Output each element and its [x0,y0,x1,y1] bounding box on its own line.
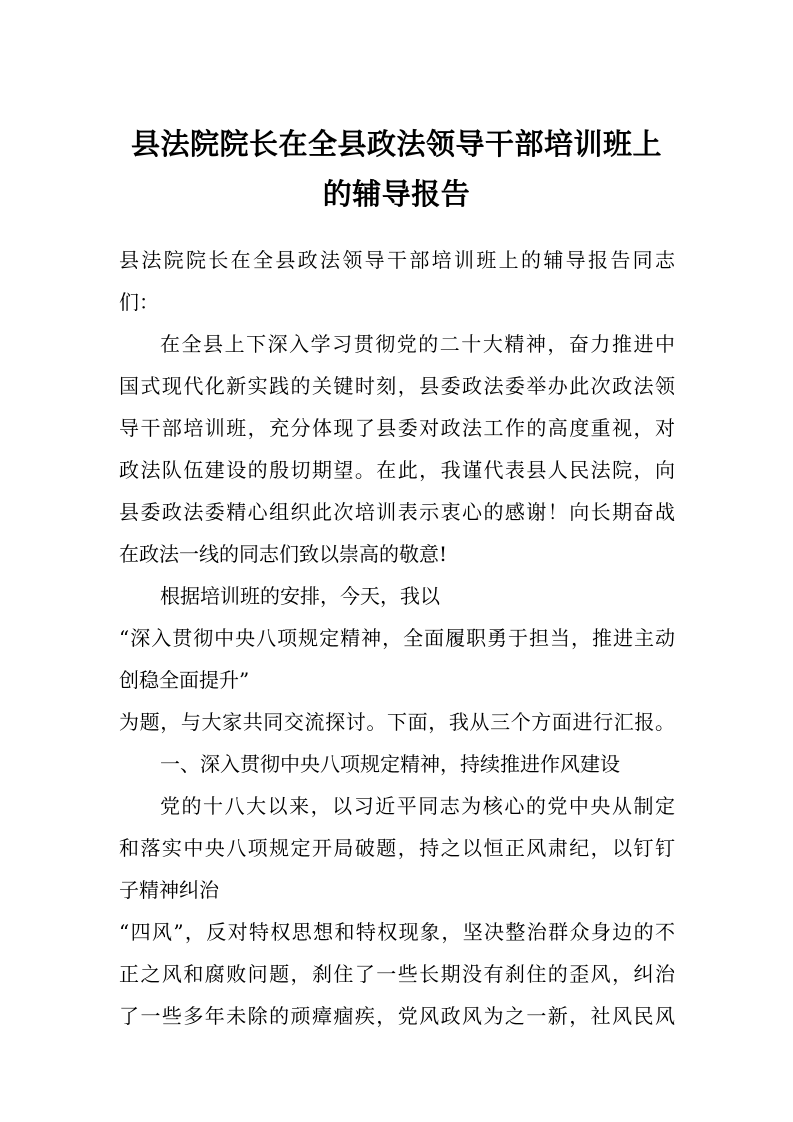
document-title-line-2: 的辅导报告 [322,177,471,211]
body-line: 子精神纠治 [119,878,219,902]
body-line: 创稳全面提升” [119,668,250,692]
body-line: “四风”，反对特权思想和特权现象，坚决整治群众身边的不 [119,920,675,944]
body-line: 在全县上下深入学习贯彻党的二十大精神，奋力推进中 [160,332,675,356]
body-line: 县委政法委精心组织此次培训表示衷心的感谢！向长期奋战 [119,500,675,524]
body-line: 县法院院长在全县政法领导干部培训班上的辅导报告同志 [119,248,675,272]
body-line: 根据培训班的安排，今天，我以 [160,584,440,608]
body-line: “深入贯彻中央八项规定精神，全面履职勇于担当，推进主动 [119,626,675,650]
body-line: 政法队伍建设的殷切期望。在此，我谨代表县人民法院，向 [119,458,675,482]
body-line: 导干部培训班，充分体现了县委对政法工作的高度重视，对 [119,416,675,440]
body-line: 为题，与大家共同交流探讨。下面，我从三个方面进行汇报。 [119,710,675,734]
section-heading: 一、深入贯彻中央八项规定精神，持续推进作风建设 [160,752,620,776]
body-line: 们： [119,290,159,314]
body-line: 了一些多年未除的顽瘴痼疾，党风政风为之一新，社风民风 [119,1004,675,1028]
body-line: 国式现代化新实践的关键时刻，县委政法委举办此次政法领 [119,374,675,398]
document-title-line-1: 县法院院长在全县政法领导干部培训班上 [130,127,662,161]
body-line: 党的十八大以来，以习近平同志为核心的党中央从制定 [160,794,675,818]
body-line: 和落实中央八项规定开局破题，持之以恒正风肃纪，以钉钉 [119,836,675,860]
body-line: 正之风和腐败问题，刹住了一些长期没有刹住的歪风，纠治 [119,962,675,986]
body-line: 在政法一线的同志们致以崇高的敬意! [119,542,448,566]
